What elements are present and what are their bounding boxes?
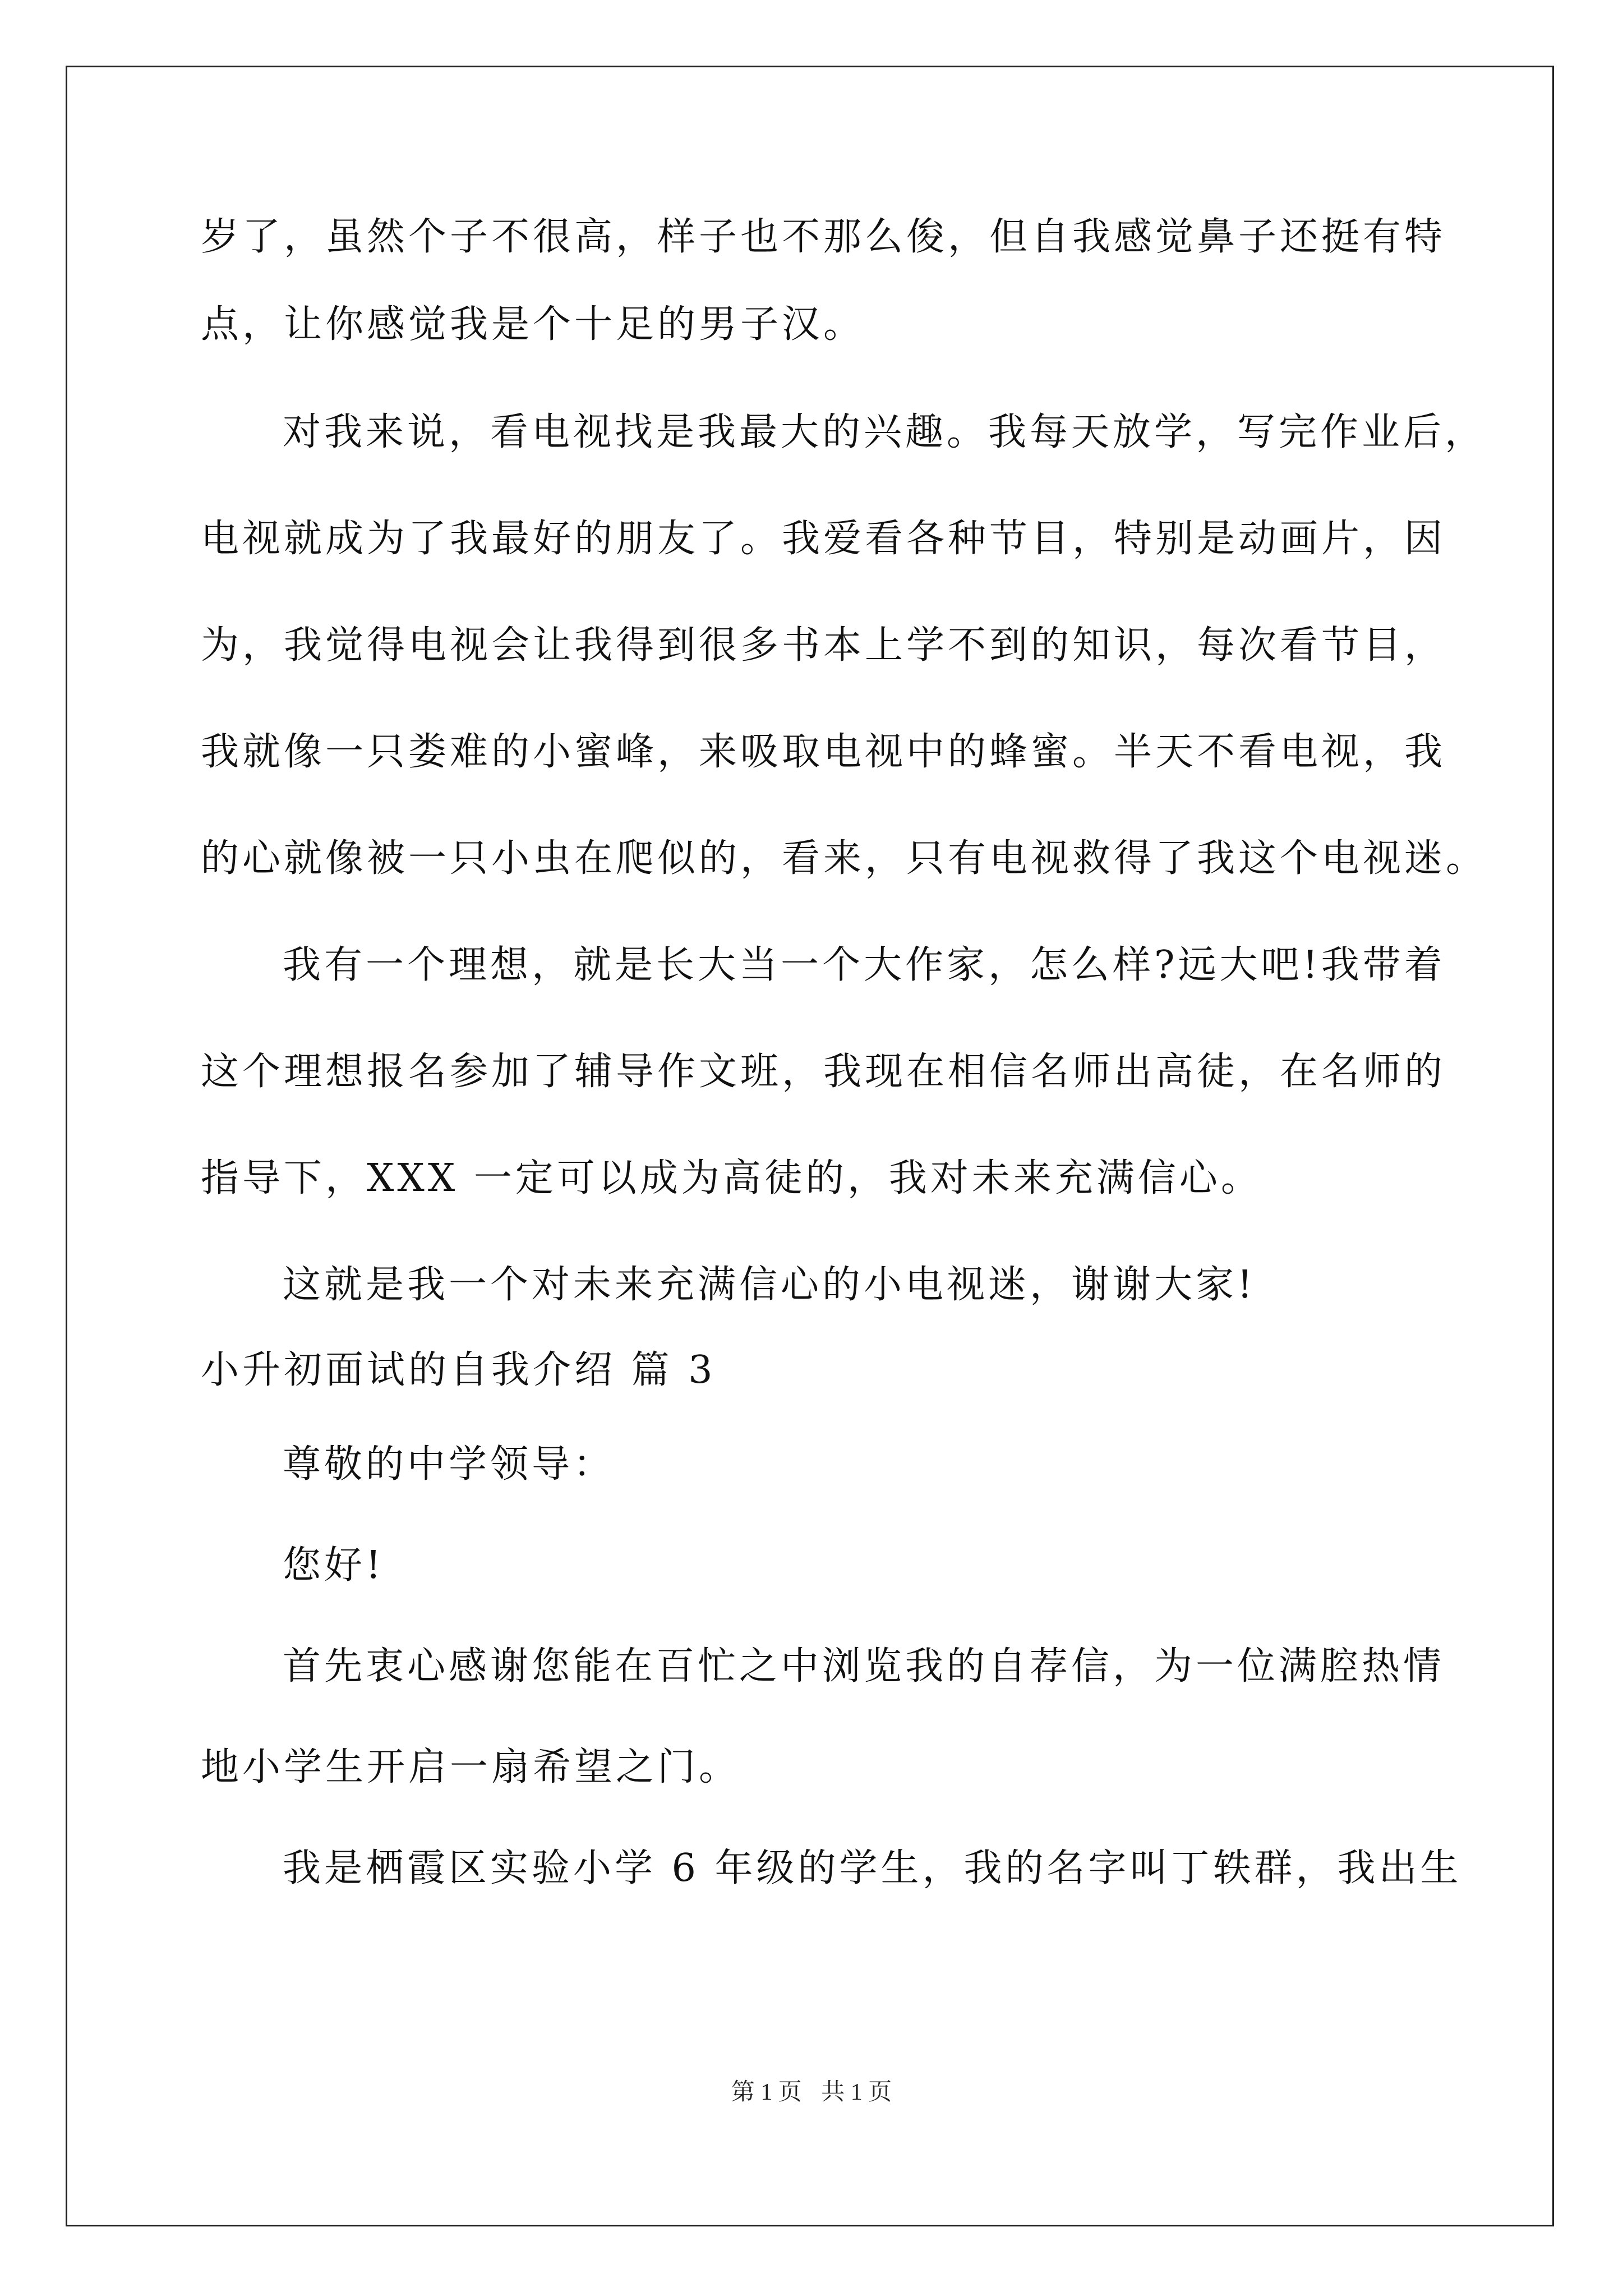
text-line: 我就像一只娄难的小蜜峰，来吸取电视中的蜂蜜。半天不看电视，我 — [201, 730, 1446, 774]
text-line: 这就是我一个对未来充满信心的小电视迷，谢谢大家! — [283, 1263, 1256, 1307]
text-line: 点，让你感觉我是个十足的男子汉。 — [201, 302, 865, 347]
salutation: 尊敬的中学领导： — [283, 1442, 615, 1487]
text-line: 对我来说，看电视找是我最大的兴趣。我每天放学，写完作业后， — [283, 410, 1487, 454]
section-heading: 小升初面试的自我介绍 篇 3 — [201, 1348, 716, 1392]
page-border — [66, 66, 1554, 2226]
text-line: 为，我觉得电视会让我得到很多书本上学不到的知识，每次看节目， — [201, 623, 1446, 668]
text-line: 电视就成为了我最好的朋友了。我爱看各种节目，特别是动画片，因 — [201, 517, 1446, 561]
text-line: 地小学生开启一扇希望之门。 — [201, 1745, 741, 1789]
text-line: 首先衷心感谢您能在百忙之中浏览我的自荐信，为一位满腔热情 — [283, 1644, 1445, 1688]
page-total: 共 1 页 — [821, 2079, 892, 2105]
text-line: 这个理想报名参加了辅导作文班，我现在相信名师出高徒，在名师的 — [201, 1050, 1446, 1094]
text-line: 岁了，虽然个子不很高，样子也不那么俊，但自我感觉鼻子还挺有特 — [201, 215, 1446, 259]
text-line: 我是栖霞区实验小学 6 年级的学生，我的名字叫丁轶群，我出生 — [283, 1846, 1462, 1890]
text-line: 指导下，XXX 一定可以成为高徒的，我对未来充满信心。 — [201, 1156, 1262, 1200]
text-line: 我有一个理想，就是长大当一个大作家，怎么样?远大吧!我带着 — [283, 943, 1446, 987]
greeting: 您好! — [283, 1543, 385, 1588]
text-line: 的心就像被一只小虫在爬似的，看来，只有电视救得了我这个电视迷。 — [201, 836, 1488, 881]
page-footer — [0, 2076, 1623, 2109]
page-number: 第 1 页 — [731, 2079, 802, 2105]
